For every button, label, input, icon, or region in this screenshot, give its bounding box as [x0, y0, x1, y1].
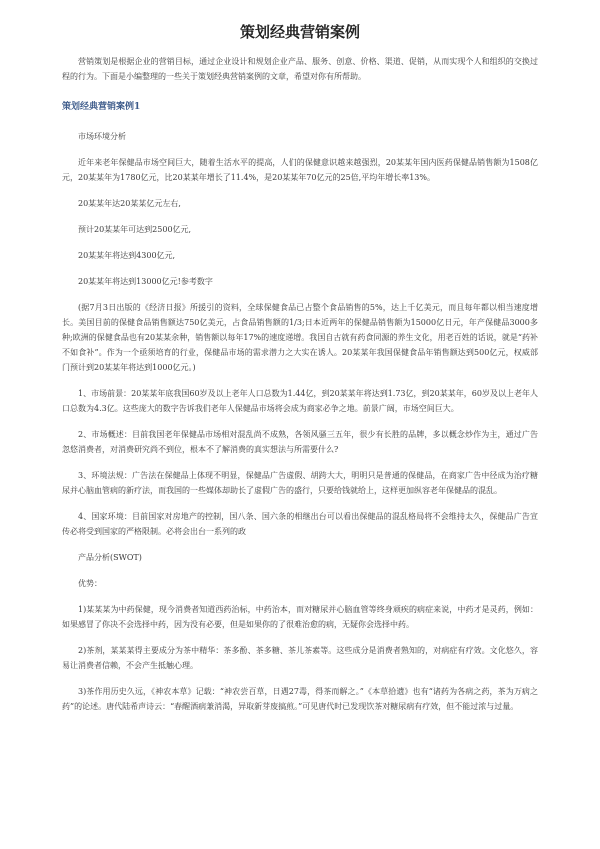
paragraph-market-overview: 2、市场概述：目前我国老年保健品市场相对混乱尚不成熟，各领风骚三五年，很少有长胜的品牌，多以概念炒作为主，通过广告忽悠消费者，对消费研究尚不到位，根本不了解消费的真实想法与所需要什么? — [62, 430, 538, 454]
paragraph-market-prospect: 1、市场前景：20某某年底我国60岁及以上老年人口总数为1.44亿，到20某某年将达到1.73亿，到20某某年，60岁及以上老年人口总数为4.3亿。这些庞大的数字告诉我们老年人保健品市场将会成为商家必争之地。前景广阔，市场空间巨大。 — [62, 389, 538, 413]
page-title: 策划经典营销案例 — [239, 23, 360, 41]
line-forecast-2: 预计20某某年可达到2500亿元, — [78, 225, 192, 234]
line-forecast-4: 20某某年将达到13000亿元!参考数字 — [78, 277, 213, 286]
paragraph-advantage-1: 1)某某某为中药保健，现今消费者知道西药治标，中药治本，而对糖尿并心脑血管等终身顽疾的病症来说，中药才是灵药，例如：如果感冒了你决不会选择中药，因为没有必要，但是如果你的了很难治愈的病，无疑你会选择中药。 — [62, 605, 538, 629]
paragraph-national-environment: 4、国家环境：目前国家对房地产的控制，国八条、国六条的相继出台可以看出保健品的混乱格局将不会维持太久，保健品广告宣传必将受到国家的严格限制。必将会出台一系列的政 — [62, 512, 538, 536]
section-heading: 策划经典营销案例1 — [62, 102, 141, 112]
paragraph-economic-daily: (据7月3日出版的《经济日报》所援引的资料，全球保健食品已占整个食品销售的5%，达上千亿美元，而且每年都以相当速度增长。美国目前的保健食品销售额达750亿美元，占食品销售额的1/3;日本近两年的保健品销售额为15000亿日元，年产保健品3000多种;欧洲的保健食品也有20某某余种，销售额以每年17%的速度递增。我国自古就有药食同源的养生文化，用老百姓的话说，就是“药补不如食补”。作为一个亟须培育的行业，保健品市场的需求潜力之大实在诱人。20某某年我国保健食品年销售额达到500亿元，权威部门预计到20某某年将达到1000亿元。) — [62, 303, 538, 372]
market-environment-heading: 市场环境分析 — [78, 132, 126, 141]
paragraph-advantage-3: 3)茶作用历史久远，《神农本草》记载：“神农尝百草，日遇27毒，得茶而解之。”《本草拾遗》也有“诸药为各病之药，茶为万病之药”的论述。唐代陆希声诗云：“春醒酒病兼消渴，异取新芽废搞煎。”可见唐代时已发现饮茶对糖尿病有疗效，但不能过浓与过量。 — [62, 687, 538, 711]
line-forecast-3: 20某某年将达到4300亿元, — [78, 251, 176, 260]
swot-heading: 产品分析(SWOT) — [78, 553, 142, 562]
intro-paragraph: 营销策划是根据企业的营销目标，通过企业设计和规划企业产品、服务、创意、价格、渠道、促销，从而实现个人和组织的交换过程的行为。下面是小编整理的一些关于策划经典营销案例的文章，希望对你有所帮助。 — [62, 57, 538, 81]
line-forecast-1: 20某某年达20某某亿元左右, — [78, 199, 181, 208]
paragraph-advantage-2: 2)茶剂，某某某得主要成分为茶中精华：茶多酚、茶多糖、茶儿茶素等。这些成分是消费者熟知的，对病症有疗效。文化悠久，容易让消费者信赖，不会产生抵触心理。 — [62, 646, 538, 670]
paragraph-market-size: 近年来老年保健品市场空间巨大，随着生活水平的提高，人们的保健意识越来越强烈，20某某年国内医药保健品销售额为1508亿元，20某某年为1780亿元，比20某某年增长了11.4%，是20某某年70亿元的25倍,平均年增长率13%。 — [62, 158, 538, 182]
paragraph-regulations: 3、环境法规：广告法在保健品上体现不明显，保健品广告虚假、胡跨大大，明明只是普通的保健品，在商家广告中径成为治疗糖尿并心脑血管病的新疗法，而我国的一些媒体却助长了虚假广告的盛行，只要给钱就给上，这样更加纵容老年保健品的混乱。 — [62, 471, 538, 495]
advantage-heading: 优势： — [78, 579, 102, 588]
